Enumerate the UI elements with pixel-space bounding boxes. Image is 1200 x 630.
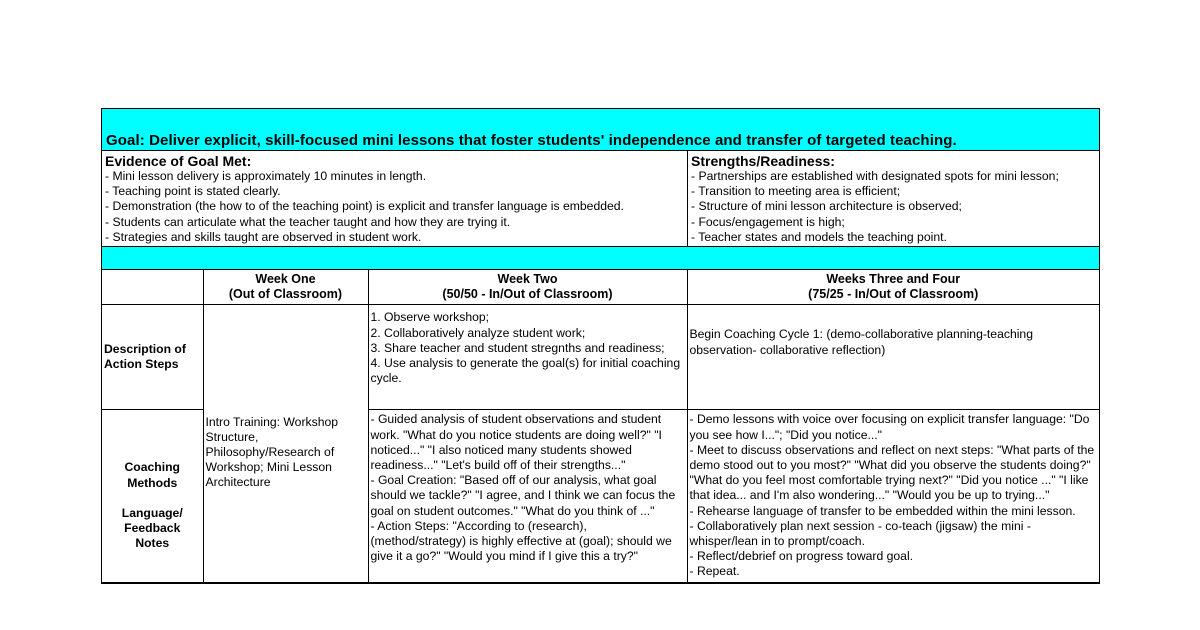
section-divider-band: [102, 247, 1099, 270]
strengths-heading: Strengths/Readiness:: [691, 153, 835, 169]
header-weeks-three-four: Weeks Three and Four (75/25 - In/Out of Classroom): [687, 270, 1099, 305]
evidence-item: - Teaching point is stated clearly.: [105, 184, 281, 199]
week-two-coaching-cell: - Guided analysis of student observations and student work. "What do you notice students are doing well?" "I noticed..." "I also noticed many students showed readiness..." "Let's build off of their strengths..." - Goal Creation: "Based off of our analysis, what goal should we tackle?" "I agree, and I think we can focus the goal on student outcomes." "What do you think of ..." - Action Steps: "According to (research), (method/strategy) is highly effective at (goal); should we give it a go?" "Would you mind if I give this a try?": [368, 410, 687, 582]
evidence-item: - Demonstration (the how to of the teaching point) is explicit and transfer language is embedded.: [105, 199, 624, 214]
strength-item: - Partnerships are established with designated spots for mini lesson;: [691, 169, 1059, 183]
strength-item: - Teacher states and models the teaching point.: [691, 229, 947, 244]
week-one-training-cell: Intro Training: Workshop Structure, Philosophy/Research of Workshop; Mini Lesson Architecture: [203, 305, 368, 582]
evidence-strengths-row: [102, 151, 1099, 247]
evidence-item: - Students can articulate what the teacher taught and how they are trying it.: [105, 214, 511, 229]
coaching-plan-sheet: [101, 108, 1100, 584]
strength-item: - Focus/engagement is high;: [691, 214, 845, 229]
evidence-item: - Mini lesson delivery is approximately 10 minutes in length.: [105, 169, 427, 183]
table-header-row: [102, 270, 1099, 305]
description-label: Description of Action Steps: [102, 305, 203, 410]
weeks-three-four-description-cell: Begin Coaching Cycle 1: (demo-collaborative planning-teaching observation- collaborative reflection): [687, 305, 1099, 410]
action-plan-table: [102, 270, 1099, 583]
strength-item: - Transition to meeting area is efficient;: [691, 184, 901, 199]
strengths-readiness: [688, 151, 1099, 246]
page-bottom-edge: [0, 625, 1200, 630]
week-two-description-cell: 1. Observe workshop; 2. Collaboratively analyze student work; 3. Share teacher and student stregnths and readiness; 4. Use analysis to generate the goal(s) for initial coaching cycle.: [368, 305, 687, 410]
header-week-two: Week Two (50/50 - In/Out of Classroom): [368, 270, 687, 305]
strength-item: - Structure of mini lesson architecture is observed;: [691, 199, 962, 214]
evidence-of-goal-met: [102, 151, 688, 246]
header-week-one: Week One (Out of Classroom): [203, 270, 368, 305]
header-empty-cell: [102, 270, 203, 305]
goal-statement: Goal: Deliver explicit, skill-focused mini lessons that foster students' independence and transfer of targeted teaching.: [102, 109, 1099, 151]
evidence-item: - Strategies and skills taught are observed in student work.: [105, 229, 422, 244]
evidence-heading: Evidence of Goal Met:: [105, 153, 252, 169]
weeks-three-four-coaching-cell: - Demo lessons with voice over focusing on explicit transfer language: "Do you see how I..."; "Did you notice..." - Meet to discuss observations and reflect on next steps: "What parts of the demo stood out to you most?" "What did you observe the students doing?" "What do you feel most comfortable trying next?" "Did you notice ..." "I like that idea... and I'm also wondering..." "Would you be up to trying..." - Rehearse language of transfer to be embedded within the mini lesson. - Collaboratively plan next session - co-teach (jigsaw) the mini - whisper/lean in to prompt/coach. - Reflect/debrief on progress toward goal. - Repeat.: [687, 410, 1099, 582]
coaching-label: Coaching Methods Language/ Feedback Notes: [102, 410, 203, 582]
description-row: [102, 305, 1099, 410]
